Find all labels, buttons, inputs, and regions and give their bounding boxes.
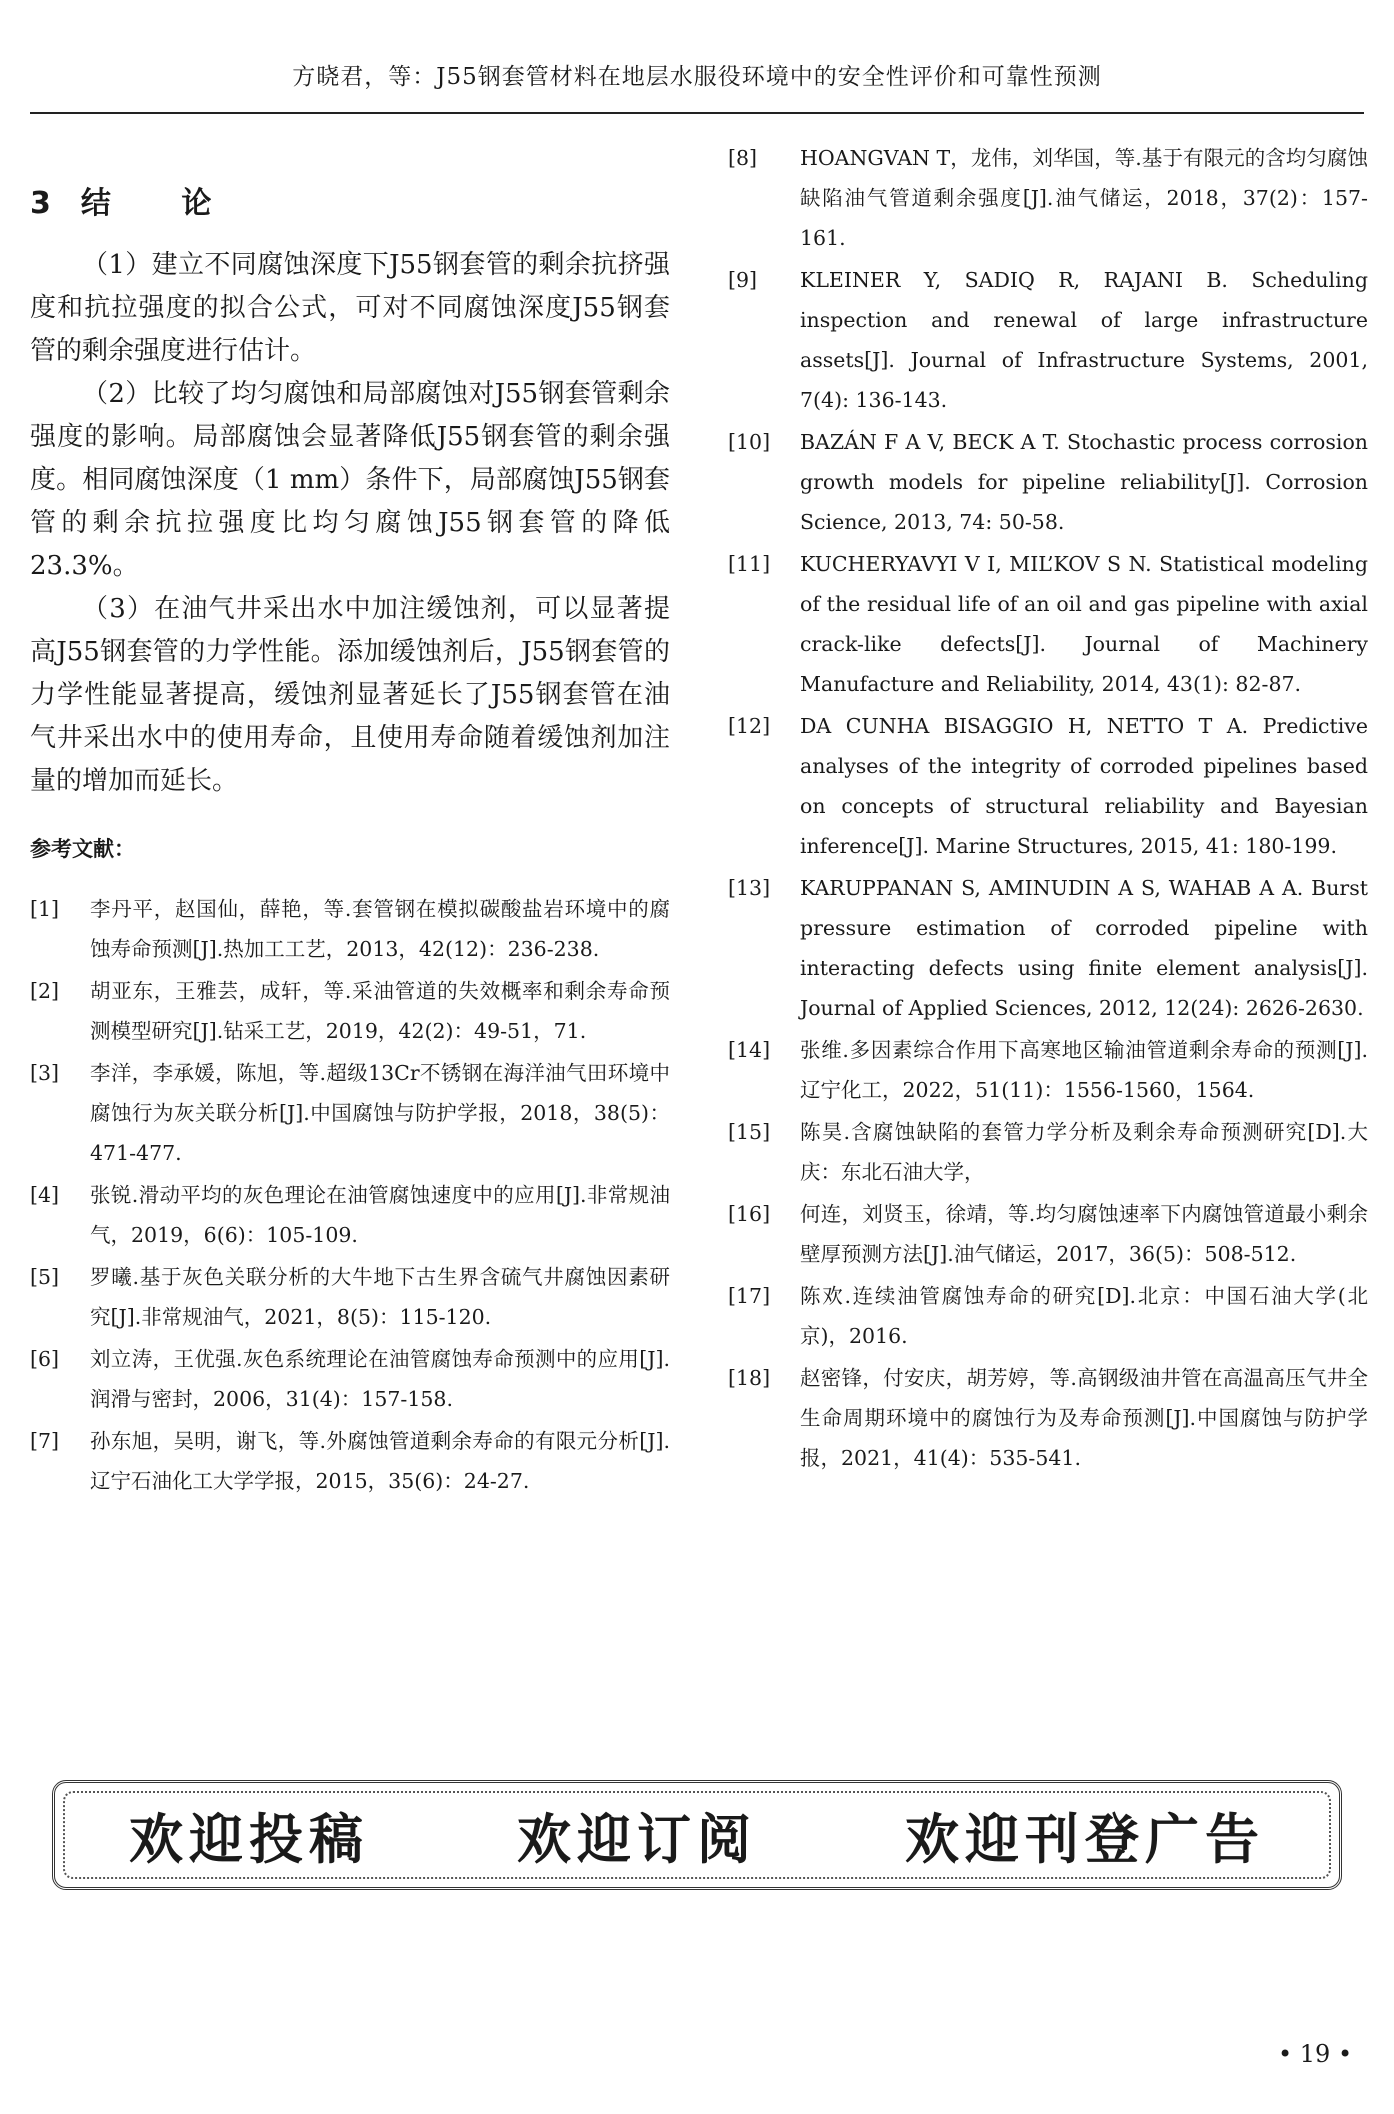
reference-item [728, 544, 1368, 704]
page-number: • 19 • [1278, 2040, 1353, 2068]
conclusion-paragraph-3: （3）在油气井采出水中加注缓蚀剂，可以显著提高J55钢套管的力学性能。添加缓蚀剂后，J55钢套管的力学性能显著提高，缓蚀剂显著延长了J55钢套管在油气井采出水中的使用寿命，且使用寿命随着缓蚀剂加注量的增加而延长。 [30, 594, 670, 796]
banner-text-row [55, 1783, 1339, 1887]
reference-text: 张维.多因素综合作用下高寒地区输油管道剩余寿命的预测[J].辽宁化工，2022，51(11)：1556-1560，1564. [800, 1038, 1368, 1102]
reference-text: KUCHERYAVYI V I, MIL’KOV S N. Statistical modeling of the residual life of an oil and gas pipeline with axial crack-like defects[J]. Journal of Machinery Manufacture and Reliability, 2014, 43(1): 82-87. [800, 552, 1368, 696]
reference-item [30, 971, 670, 1051]
section-heading [30, 178, 670, 222]
section-title: 结 论 [80, 186, 242, 221]
reference-label: [1] [30, 897, 60, 921]
reference-label: [14] [728, 1038, 771, 1062]
reference-label: [16] [728, 1202, 771, 1226]
section-number: 3 [30, 186, 51, 221]
reference-text: 李洋，李承媛，陈旭，等.超级13Cr不锈钢在海洋油气田环境中腐蚀行为灰关联分析[J].中国腐蚀与防护学报，2018，38(5)：471-477. [90, 1061, 670, 1165]
reference-text: 张锐.滑动平均的灰色理论在油管腐蚀速度中的应用[J].非常规油气，2019，6(6)：105-109. [90, 1183, 670, 1247]
reference-text: 赵密锋，付安庆，胡芳婷，等.高钢级油井管在高温高压气井全生命周期环境中的腐蚀行为及寿命预测[J].中国腐蚀与防护学报，2021，41(4)：535-541. [800, 1366, 1368, 1470]
reference-label: [5] [30, 1265, 60, 1289]
reference-text: 罗曦.基于灰色关联分析的大牛地下古生界含硫气井腐蚀因素研究[J].非常规油气，2021，8(5)：115-120. [90, 1265, 670, 1329]
reference-label: [17] [728, 1284, 771, 1308]
reference-text: 孙东旭，吴明，谢飞，等.外腐蚀管道剩余寿命的有限元分析[J].辽宁石油化工大学学报，2015，35(6)：24-27. [90, 1429, 670, 1493]
reference-text: 胡亚东，王雅芸，成轩，等.采油管道的失效概率和剩余寿命预测模型研究[J].钻采工艺，2019，42(2)：49-51，71. [90, 979, 670, 1043]
reference-label: [2] [30, 979, 60, 1003]
reference-label: [15] [728, 1120, 771, 1144]
reference-item [728, 1030, 1368, 1110]
reference-item [728, 868, 1368, 1028]
reference-item [728, 1276, 1368, 1356]
reference-item [30, 1257, 670, 1337]
reference-item [728, 706, 1368, 866]
reference-text: DA CUNHA BISAGGIO H, NETTO T A. Predictive analyses of the integrity of corroded pipelines based on concepts of structural reliability and Bayesian inference[J]. Marine Structures, 2015, 41: 180-199. [800, 714, 1368, 858]
reference-item [728, 1194, 1368, 1274]
reference-label: [8] [728, 146, 758, 170]
reference-item [30, 1175, 670, 1255]
reference-text: HOANGVAN T，龙伟，刘华国，等.基于有限元的含均匀腐蚀缺陷油气管道剩余强度[J].油气储运，2018，37(2)：157-161. [800, 146, 1368, 250]
reference-text: 何连，刘贤玉，徐靖，等.均匀腐蚀速率下内腐蚀管道最小剩余壁厚预测方法[J].油气储运，2017，36(5)：508-512. [800, 1202, 1368, 1266]
reference-text: BAZÁN F A V, BECK A T. Stochastic process corrosion growth models for pipeline reliability[J]. Corrosion Science, 2013, 74: 50-58. [800, 430, 1368, 534]
running-header: 方晓君，等：J55钢套管材料在地层水服役环境中的安全性评价和可靠性预测 [292, 64, 1102, 90]
reference-label: [18] [728, 1366, 771, 1390]
reference-label: [11] [728, 552, 771, 576]
reference-item [30, 889, 670, 969]
reference-text: 李丹平，赵国仙，薛艳，等.套管钢在模拟碳酸盐岩环境中的腐蚀寿命预测[J].热加工工艺，2013，42(12)：236-238. [90, 897, 670, 961]
reference-text: 陈欢.连续油管腐蚀寿命的研究[D].北京：中国石油大学(北京)，2016. [800, 1284, 1368, 1348]
reference-item [30, 1421, 670, 1501]
reference-list-left [30, 889, 670, 1501]
reference-text: KLEINER Y, SADIQ R, RAJANI B. Scheduling inspection and renewal of large infrastructure assets[J]. Journal of Infrastructure Systems, 2001, 7(4): 136-143. [800, 268, 1368, 412]
conclusion-paragraph-2: （2）比较了均匀腐蚀和局部腐蚀对J55钢套管剩余强度的影响。局部腐蚀会显著降低J55钢套管的剩余强度。相同腐蚀深度（1 mm）条件下，局部腐蚀J55钢套管的剩余抗拉强度比均匀腐蚀J55钢套管的降低23.3%。 [30, 379, 670, 581]
reference-label: [9] [728, 268, 758, 292]
reference-label: [6] [30, 1347, 60, 1371]
reference-text: 陈昊.含腐蚀缺陷的套管力学分析及剩余寿命预测研究[D].大庆：东北石油大学， [800, 1120, 1368, 1184]
reference-item [30, 1339, 670, 1419]
banner-item-advertising: 欢迎刊登广告 [905, 1807, 1265, 1871]
reference-item [728, 260, 1368, 420]
header-rule [30, 112, 1364, 114]
reference-label: [3] [30, 1061, 60, 1085]
reference-text: KARUPPANAN S, AMINUDIN A S, WAHAB A A. Burst pressure estimation of corroded pipeline with interacting defects using finite element analysis[J]. Journal of Applied Sciences, 2012, 12(24): 2626-2630. [800, 876, 1368, 1020]
reference-label: [10] [728, 430, 771, 454]
reference-label: [4] [30, 1183, 60, 1207]
reference-text: 刘立涛，王优强.灰色系统理论在油管腐蚀寿命预测中的应用[J].润滑与密封，2006，31(4)：157-158. [90, 1347, 670, 1411]
conclusion-paragraph-1: （1）建立不同腐蚀深度下J55钢套管的剩余抗挤强度和抗拉强度的拟合公式，可对不同腐蚀深度J55钢套管的剩余强度进行估计。 [30, 250, 670, 366]
references-heading: 参考文献： [30, 837, 135, 861]
reference-item [728, 138, 1368, 258]
reference-label: [13] [728, 876, 771, 900]
reference-label: [12] [728, 714, 771, 738]
left-column [30, 160, 670, 1503]
reference-list-right [728, 138, 1368, 1478]
reference-item [728, 422, 1368, 542]
reference-item [728, 1358, 1368, 1478]
reference-label: [7] [30, 1429, 60, 1453]
banner-item-submission: 欢迎投稿 [129, 1807, 369, 1871]
promo-banner [52, 1780, 1342, 1890]
banner-item-subscription: 欢迎订阅 [517, 1807, 757, 1871]
reference-item [30, 1053, 670, 1173]
right-column [728, 138, 1368, 1480]
reference-item [728, 1112, 1368, 1192]
